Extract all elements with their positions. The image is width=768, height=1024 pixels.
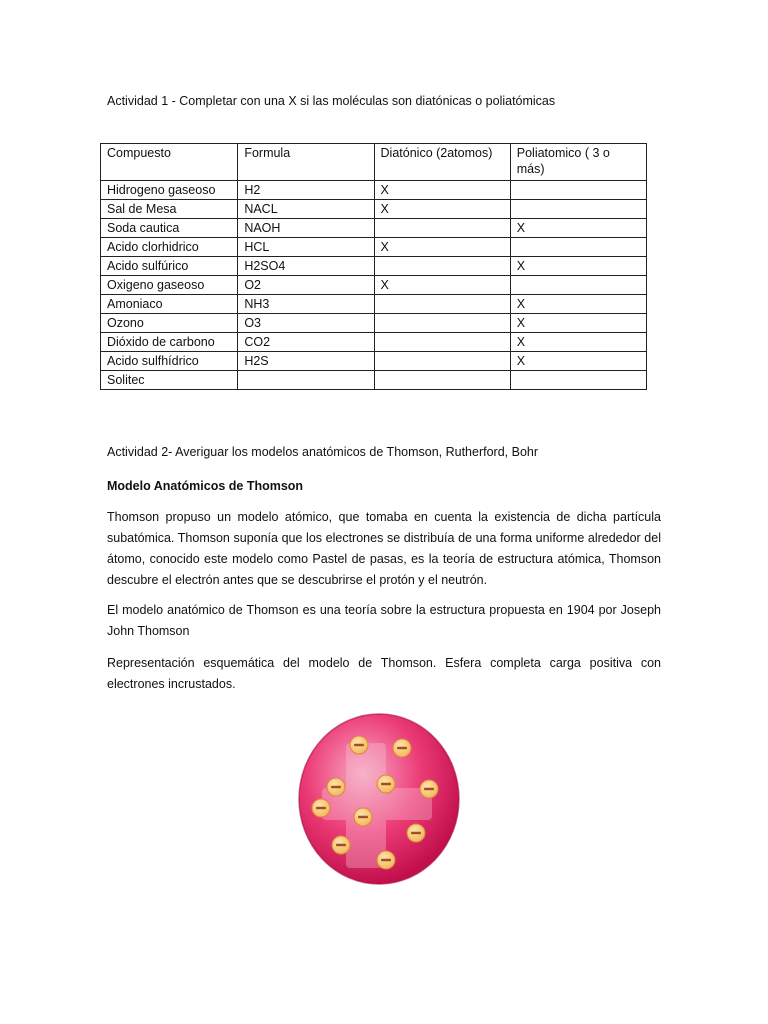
electron-icon xyxy=(420,780,438,798)
table-cell: X xyxy=(510,333,646,352)
table-cell: X xyxy=(374,276,510,295)
electron-icon xyxy=(393,739,411,757)
table-cell: Acido sulfhídrico xyxy=(101,352,238,371)
activity1-title: Actividad 1 - Completar con una X si las moléculas son diatónicas o poliatómicas xyxy=(107,94,556,108)
table-cell: HCL xyxy=(238,238,374,257)
table-cell: NACL xyxy=(238,200,374,219)
table-cell: Acido clorhidrico xyxy=(101,238,238,257)
electron-icon xyxy=(350,736,368,754)
header-cell: Diatónico (2atomos) xyxy=(374,144,510,181)
table-cell: O2 xyxy=(238,276,374,295)
table-cell: Sal de Mesa xyxy=(101,200,238,219)
table-cell: Amoniaco xyxy=(101,295,238,314)
section-subtitle: Modelo Anatómicos de Thomson xyxy=(107,479,304,493)
table-cell xyxy=(510,238,646,257)
table-row xyxy=(101,257,647,276)
activity2-title: Actividad 2- Averiguar los modelos anatómicos de Thomson, Rutherford, Bohr xyxy=(107,445,539,459)
table-row xyxy=(101,181,647,200)
electron-icon xyxy=(377,775,395,793)
table-cell xyxy=(374,219,510,238)
table-cell xyxy=(374,257,510,276)
table-row xyxy=(101,238,647,257)
table-cell xyxy=(374,333,510,352)
header-cell: Formula xyxy=(238,144,374,181)
table-cell: X xyxy=(510,295,646,314)
table-cell: X xyxy=(510,257,646,276)
table-cell: H2 xyxy=(238,181,374,200)
header-cell: Compuesto xyxy=(101,144,238,181)
paragraph: El modelo anatómico de Thomson es una teoría sobre la estructura propuesta en 1904 por Joseph John Thomson xyxy=(107,603,661,638)
table-cell: X xyxy=(374,181,510,200)
table-cell: X xyxy=(374,238,510,257)
paragraph: Thomson propuso un modelo atómico, que tomaba en cuenta la existencia de dicha partícula subatómica. Thomson suponía que los electrones se distribuía de una forma uniforme alrededor del átomo, conocido este modelo como Pastel de pasas, es la teoría de estructura atómica, Thomson descubre el electrón antes que se descubrirse el protón y el neutrón. xyxy=(107,510,661,587)
table-cell: Ozono xyxy=(101,314,238,333)
table-cell xyxy=(374,371,510,390)
table-row xyxy=(101,352,647,371)
table-header-row xyxy=(101,144,647,181)
electron-icon xyxy=(327,778,345,796)
table-cell xyxy=(510,200,646,219)
table-cell xyxy=(510,181,646,200)
thomson-model-diagram xyxy=(296,712,462,886)
electron-icon xyxy=(332,836,350,854)
compounds-table xyxy=(100,143,647,390)
table-row xyxy=(101,371,647,390)
table-row xyxy=(101,295,647,314)
table-cell xyxy=(374,352,510,371)
table-cell: X xyxy=(374,200,510,219)
table-cell: CO2 xyxy=(238,333,374,352)
electron-icon xyxy=(354,808,372,826)
table-cell xyxy=(510,276,646,295)
table-row xyxy=(101,333,647,352)
table-cell: Oxigeno gaseoso xyxy=(101,276,238,295)
electron-icon xyxy=(312,799,330,817)
table-cell: X xyxy=(510,314,646,333)
header-cell: Poliatomico ( 3 o más) xyxy=(510,144,646,181)
table-cell: Soda cautica xyxy=(101,219,238,238)
table-row xyxy=(101,200,647,219)
table-cell: Solitec xyxy=(101,371,238,390)
table-cell: H2SO4 xyxy=(238,257,374,276)
electron-icon xyxy=(407,824,425,842)
table-cell: H2S xyxy=(238,352,374,371)
table-cell: Dióxido de carbono xyxy=(101,333,238,352)
table-cell xyxy=(238,371,374,390)
table-cell: Acido sulfúrico xyxy=(101,257,238,276)
table-cell: NH3 xyxy=(238,295,374,314)
table-cell: O3 xyxy=(238,314,374,333)
table-row xyxy=(101,219,647,238)
table-cell: NAOH xyxy=(238,219,374,238)
table-cell xyxy=(374,314,510,333)
table-cell: X xyxy=(510,352,646,371)
table-row xyxy=(101,314,647,333)
electron-icon xyxy=(377,851,395,869)
table-row xyxy=(101,276,647,295)
table-cell xyxy=(510,371,646,390)
table-cell: Hidrogeno gaseoso xyxy=(101,181,238,200)
table-cell: X xyxy=(510,219,646,238)
paragraph: Representación esquemática del modelo de Thomson. Esfera completa carga positiva con electrones incrustados. xyxy=(107,656,661,691)
table-cell xyxy=(374,295,510,314)
